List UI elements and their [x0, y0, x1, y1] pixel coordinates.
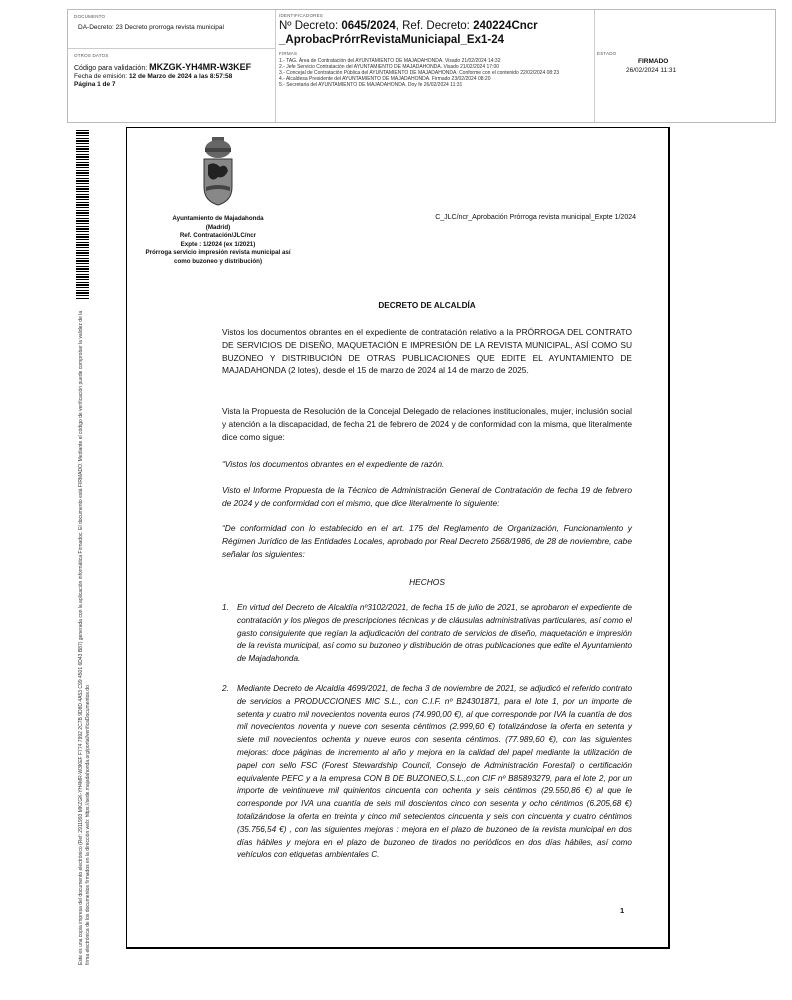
list-number: 2. — [222, 684, 229, 693]
list-item: Mediante Decreto de Alcaldía 4699/2021, de fecha 3 de noviembre de 2021, se adjudicó el referido contrato de servicios a PRODUCCIONES MIC S.L., con C.I.F. nº B24301871, para el lote 1, por un importe de setenta y cuatro mil novecientos noventa euros (74.990,00 €), al que corresponde por IVA la cuantía de dos mil novecientos noventa y nueve con sesenta céntimos (2.999,60 €) totalizándose la oferta en setenta y siete mil novecientos ochenta y nueve euros con sesenta céntimos. (77.989,60 €), con las siguientes mejoras: doce páginas de incremento al año y mejora en la calidad del papel mediante la utilización de papel con sello FSC (Forest Stewardship Council, Consejo de Administración Forestal) o certificación equivalente PEFC y a la empresa CON B DE BUZONEO,S.L.,con CIF nº B85893279, para el lote 2, por un importe de veintinueve mil quinientos cincuenta con ochenta y seis céntimos (29.550,86 €) al que le corresponde por IVA una cuantía de seis mil doscientos cinco con sesenta y ocho céntimos (6.205,68 €) totalizándose la oferta en treinta y cinco mil setecientos cincuenta y seis con cincuenta y cuatro céntimos (35.756,54 €) , con las siguientes mejoras : mejora en el plazo de buzoneo de la revista municipal en dos días hábiles y mejora en el plazo de buzoneo de tirados no periódicos en dos días hábiles, así como vehículos con etiquetas ambientales C. — [237, 684, 632, 860]
firma-item: 4.- Alcaldesa Presidente del AYUNTAMIENTO DE MAJADAHONDA. Firmado 23/02/2024 08:20 — [279, 76, 491, 82]
estado-date: 26/02/2024 11:31 — [626, 67, 677, 74]
firmas-label: FIRMAS — [279, 51, 298, 56]
decreto-prefix: Nº Decreto: — [279, 20, 342, 32]
ref-value: 240224Cncr _AprobacPrórrRevistaMuniciapal_Ex1-24 — [279, 20, 538, 46]
section-heading: HECHOS — [409, 577, 445, 587]
list-number: 1. — [222, 603, 229, 612]
divider — [68, 48, 275, 49]
identificadores-label: IDENTIFICADORES — [279, 13, 324, 18]
estado-label: ESTADO — [597, 51, 617, 56]
firma-item: 3.- Concejal de Contratación Pública del AYUNTAMIENTO DE MAJADAHONDA. Conforme con el contenido 22/02/2024 08:23 — [279, 70, 560, 76]
org-line: Ref. Contratación/JLC/ncr — [179, 232, 257, 239]
divider — [594, 10, 595, 122]
codigo-line — [74, 63, 274, 73]
firma-item: 2.- Jefe Servicio Contratación del AYUNTAMIENTO DE MAJADAHONDA. Visado 21/02/2024 17:00 — [279, 64, 500, 70]
firma-item: 1.- TAG. Área de Contratación del AYUNTAMIENTO DE MAJADAHONDA. Visado 21/02/2024 14:32 — [279, 58, 501, 64]
paragraph: “Vistos los documentos obrantes en el expediente de razón. — [222, 459, 445, 469]
page-number: 1 — [620, 906, 625, 915]
org-line: Expte : 1/2024 (ex 1/2021) — [180, 240, 256, 248]
paragraph: Vista la Propuesta de Resolución de la Concejal Delegado de relaciones institucionales, mujer, inclusión social y atención a la discapacidad, de fecha 21 de febrero de 2024 y de conformidad con la misma, que literalmente dice como sigue: — [222, 406, 632, 442]
estado-value: FIRMADO — [638, 58, 669, 65]
documento-value: DA-Decreto: 23 Decreto prorroga revista municipal — [78, 24, 224, 31]
paragraph: Vistos los documentos obrantes en el expediente de contratación relativo a la PRÓRROGA DEL CONTRATO DE SERVICIOS DE DISEÑO, MAQUETACIÓN E IMPRESIÓN DE LA REVISTA MUNICIPAL, ASÍ COMO SU BUZONEO Y DISTRIBUCIÓN DE OTRAS PUBLICACIONES QUE EDITE EL AYUNTAMIENTO DE MAJADAHONDA (2 lotes), desde el 15 de marzo de 2024 al 14 de marzo de 2025. — [222, 327, 632, 376]
verification-side-text: Este es una copia impresa del documento electrónico (Ref: 2911993 MKZGK-YH4MR-W3KEF F774 7992 2C7B 9D8D 4A53 C99 4501 6D43 B87) generada con la aplicación informática Firmadoc. El documento está FIRMADO. Mediante el código de verificación puede comprobar la validez de la firma electrónica de los documentos firmados en la dirección web: https://sede.majadahonda.org/portal/verificaDocumentos.do — [78, 310, 91, 965]
otros-label: OTROS DATOS — [74, 53, 109, 58]
ref-prefix: , Ref. Decreto: — [395, 20, 474, 32]
firmas-list — [279, 58, 591, 88]
codigo-value: MKZGK-YH4MR-W3KEF — [149, 62, 252, 72]
org-line: Prórroga servicio impresión revista municipal así como buzoneo y distribución) — [145, 249, 291, 265]
validation-header — [67, 9, 776, 123]
documento-label: DOCUMENTO — [74, 14, 106, 19]
paragraph: “De conformidad con lo establecido en el art. 175 del Reglamento de Organización, Funcionamiento y Régimen Jurídico de las Entidades Locales, aprobado por Real Decreto 2568/1986, de 28 de noviembre, cabe señalar los siguientes: — [222, 523, 632, 559]
codigo-label: Código para validación: — [74, 65, 148, 72]
org-line: Ayuntamiento de Majadahonda — [172, 215, 264, 222]
decreto-num: 0645/2024 — [341, 20, 396, 32]
paragraph: Visto el Informe Propuesta de la Técnico de Administración General de Contratación de fecha 19 de febrero de 2024 y de conformidad con el mismo, que dice literalmente lo siguiente: — [222, 485, 632, 508]
document-reference: C_JLC/ncr_Aprobación Prórroga revista municipal_Expte 1/2024 — [435, 214, 636, 221]
fecha-value: 12 de Marzo de 2024 a las 8:57:58 — [128, 73, 233, 80]
org-line: (Madrid) — [205, 223, 231, 231]
fecha-label: Fecha de emisión: — [74, 73, 128, 80]
list-item: En virtud del Decreto de Alcaldía nº3102/2021, de fecha 15 de julio de 2021, se aprobaron el expediente de contratación y los pliegos de prescripciones técnicas y de cláusulas administrativas particulares, así como el gasto consiguiente que regían la adjudicación del contrato de servicios de diseño, maquetación e impresión de la revista municipal, así como su buzoneo y distribución de otras publicaciones que edite el Ayuntamiento de Majadahonda. — [237, 603, 632, 664]
fecha-line — [74, 73, 274, 81]
firma-item: 5.- Secretaria del AYUNTAMIENTO DE MAJADAHONDA. Doy fe 26/02/2024 11:31 — [279, 82, 463, 88]
page-title: DECRETO DE ALCALDÍA — [378, 301, 476, 310]
organization-block — [140, 215, 296, 266]
barcode — [76, 130, 89, 300]
decreto-identifier — [279, 19, 589, 47]
divider — [275, 10, 276, 122]
coat-of-arms-icon — [200, 135, 236, 207]
pagina: Página 1 de 7 — [74, 81, 116, 88]
